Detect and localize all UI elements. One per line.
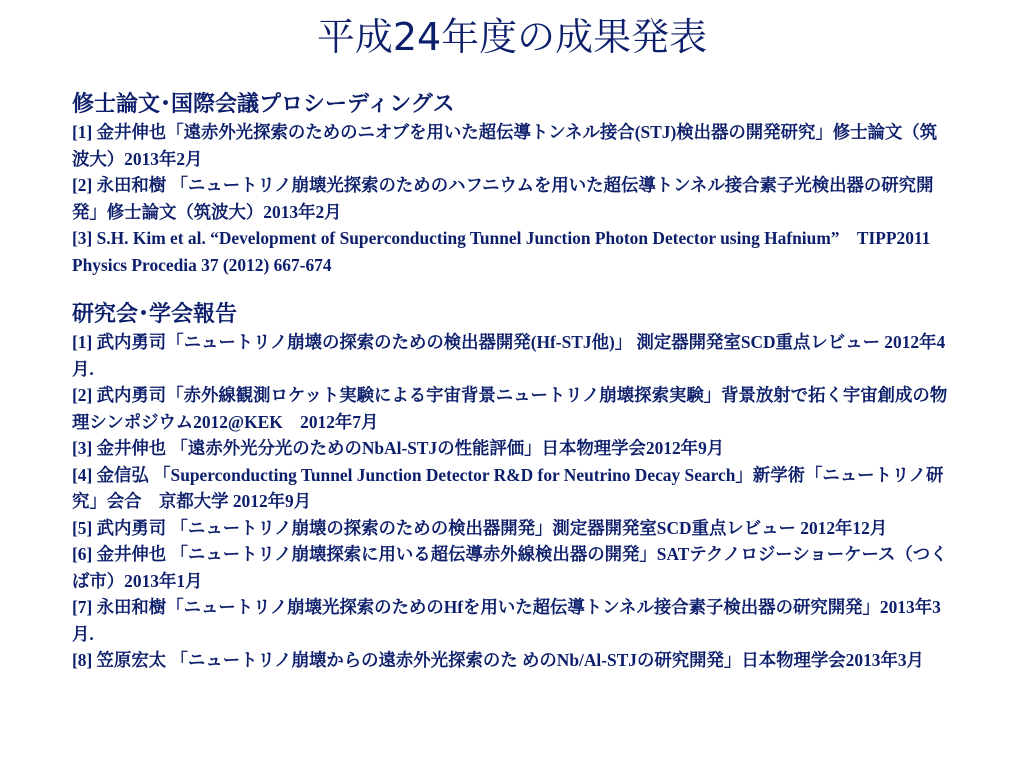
list-item: [2] 永田和樹 「ニュートリノ崩壊光探索のためのハフニウムを用いた超伝導トンネル接合素子光検出器の研究開発」修士論文（筑波大）2013年2月 [72, 175, 934, 222]
list-item: [2] 武内勇司「赤外線観測ロケット実験による宇宙背景ニュートリノ崩壊探索実験」背景放射で拓く宇宙創成の物理シンポジウム2012@KEK 2012年7月 [72, 385, 948, 432]
list-item: [5] 武内勇司 「ニュートリノ崩壊の探索のための検出器開発」測定器開発室SCD重点レビュー 2012年12月 [72, 517, 888, 538]
section-heading: 修士論文･国際会議プロシーディングス [72, 92, 455, 117]
list-item: [6] 金井伸也 「ニュートリノ崩壊探索に用いる超伝導赤外線検出器の開発」SATテクノロジーショーケース（つくば市）2013年1月 [72, 544, 948, 591]
slide-title: 平成24年度の成果発表 [316, 15, 708, 59]
section-proceedings [72, 90, 952, 278]
list-item: [3] S.H. Kim et al. “Development of Superconducting Tunnel Junction Photon Detector using Hafnium” TIPP2011 Physics Procedia 37 (2012) 667-674 [72, 228, 948, 275]
section-spacer [72, 278, 952, 300]
section-talks [72, 300, 952, 674]
list-item: [4] 金信弘 「Superconducting Tunnel Junction Detector R&D for Neutrino Decay Search」新学術「ニュートリノ研究」会合 京都大学 2012年9月 [72, 464, 944, 511]
list-item: [1] 武内勇司「ニュートリノ崩壊の探索のための検出器開発(Hf-STJ他)」 測定器開発室SCD重点レビュー 2012年4月. [72, 332, 946, 379]
section-heading: 研究会･学会報告 [72, 302, 238, 327]
list-item: [3] 金井伸也 「遠赤外光分光のためのNbAl-STJの性能評価」日本物理学会2012年9月 [72, 438, 725, 458]
slide-content [72, 90, 952, 674]
list-item: [8] 笠原宏太 「ニュートリノ崩壊からの遠赤外光探索のた めのNb/Al-STJの研究開発」日本物理学会2013年3月 [72, 650, 924, 670]
list-item: [7] 永田和樹「ニュートリノ崩壊光探索のためのHfを用いた超伝導トンネル接合素子検出器の研究開発」2013年3月. [72, 597, 941, 644]
list-item: [1] 金井伸也「遠赤外光探索のためのニオブを用いた超伝導トンネル接合(STJ)検出器の開発研究」修士論文（筑波大）2013年2月 [72, 122, 938, 169]
